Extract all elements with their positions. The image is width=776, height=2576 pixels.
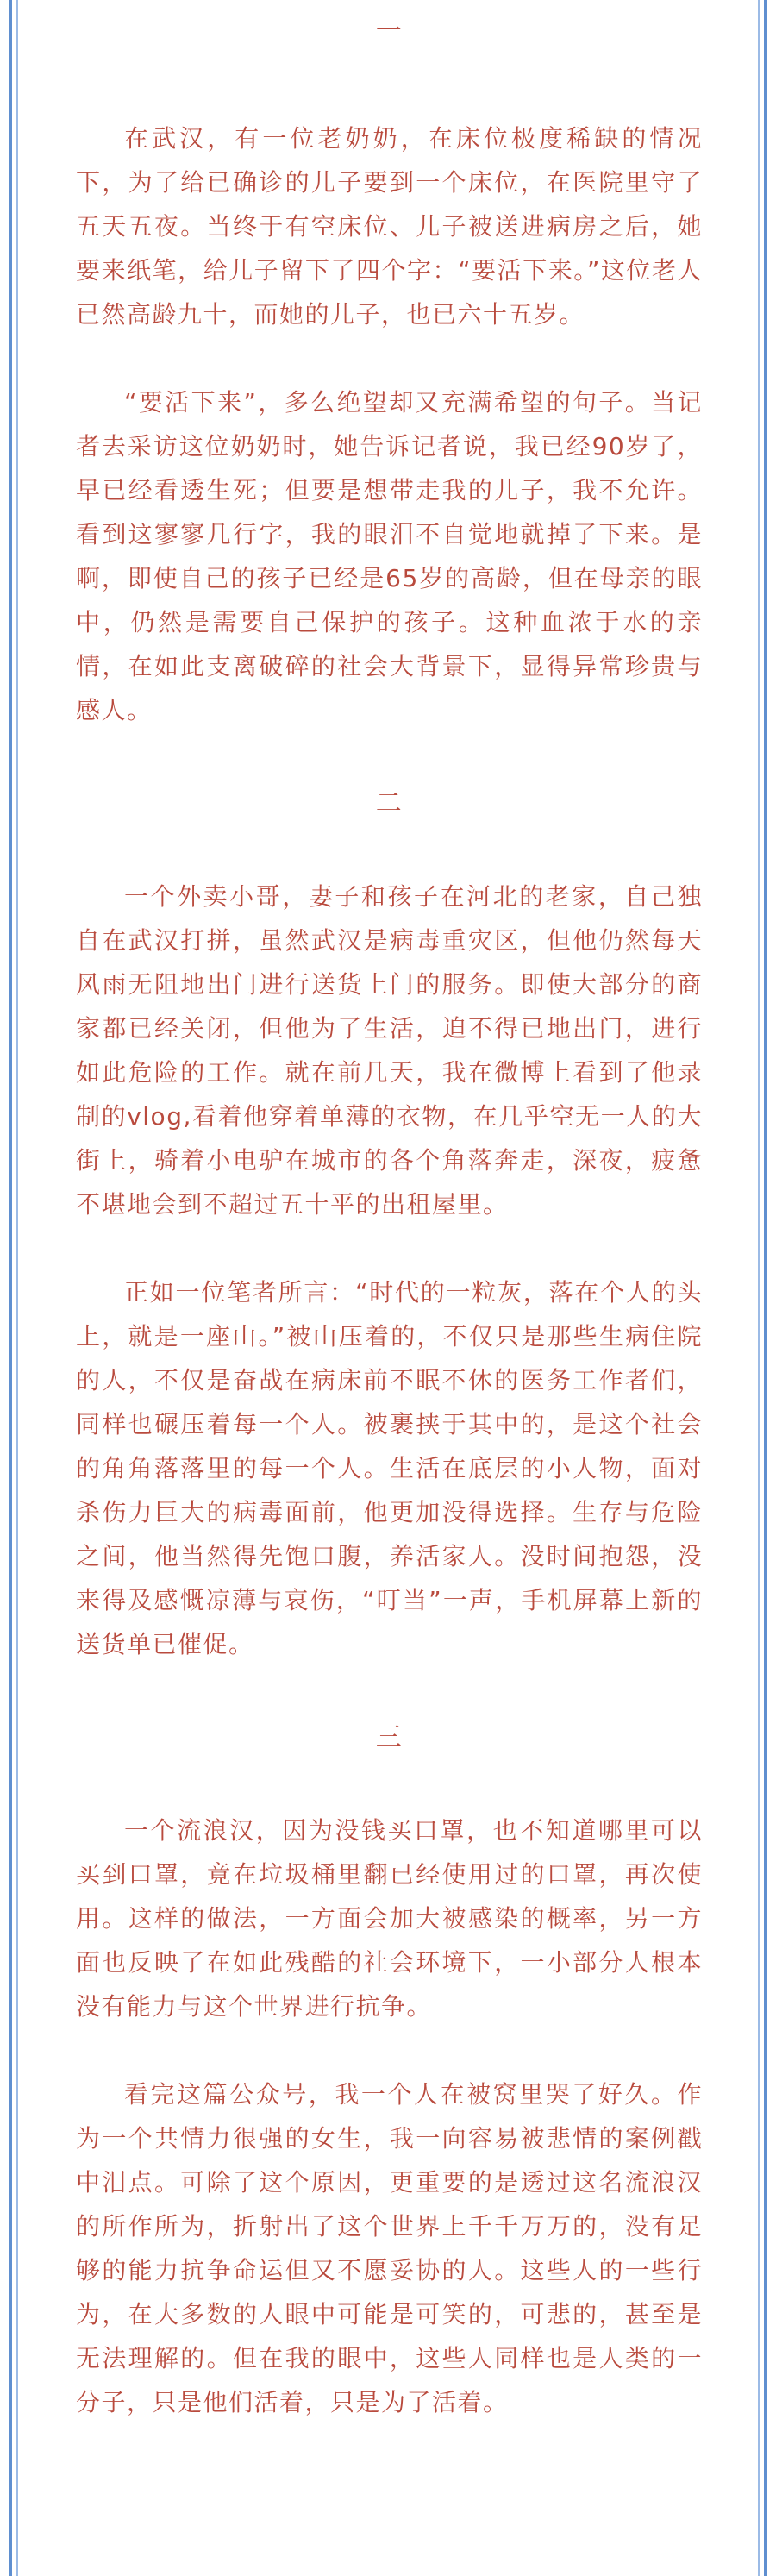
left-border-decoration xyxy=(9,0,12,2576)
section-number: 二 xyxy=(375,788,404,818)
paragraph: 一个外卖小哥，妻子和孩子在河北的老家，自己独自在武汉打拼，虽然武汉是病毒重灾区，但他仍然每天风雨无阻地出门进行送货上门的服务。即使大部分的商家都已经关闭，但他为了生活，迫不得已地出门，进行如此危险的工作。就在前几天，我在微博上看到了他录制的vlog,看着他穿着单薄的衣物，在几乎空无一人的大街上，骑着小电驴在城市的各个角落奔走，深夜，疲惫不堪地会到不超过五十平的出租屋里。 xyxy=(76,882,703,1219)
paragraph: “要活下来”，多么绝望却又充满希望的句子。当记者去采访这位奶奶时，她告诉记者说，我已经90岁了，早已经看透生死；但要是想带走我的儿子，我不允许。看到这寥寥几行字，我的眼泪不自觉地就掉了下来。是啊，即使自己的孩子已经是65岁的高龄，但在母亲的眼中，仍然是需要自己保护的孩子。这种血浓于水的亲情，在如此支离破碎的社会大背景下，显得异常珍贵与感人。 xyxy=(76,388,703,724)
article-body xyxy=(76,0,703,2424)
paragraph: 正如一位笔者所言：“时代的一粒灰，落在个人的头上，就是一座山。”被山压着的，不仅只是那些生病住院的人，不仅是奋战在病床前不眠不休的医务工作者们，同样也碾压着每一个人。被裹挟于其中的，是这个社会的角角落落里的每一个人。生活在底层的小人物，面对杀伤力巨大的病毒面前，他更加没得选择。生存与危险之间，他当然得先饱口腹，养活家人。没时间抱怨，没来得及感慨凉薄与哀伤，“叮当”一声，手机屏幕上新的送货单已催促。 xyxy=(76,1278,703,1658)
section-number: 一 xyxy=(375,16,404,47)
paragraph: 看完这篇公众号，我一个人在被窝里哭了好久。作为一个共情力很强的女生，我一向容易被悲情的案例戳中泪点。可除了这个原因，更重要的是透过这名流浪汉的所作所为，折射出了这个世界上千千万万的，没有足够的能力抗争命运但又不愿妥协的人。这些人的一些行为，在大多数的人眼中可能是可笑的，可悲的，甚至是无法理解的。但在我的眼中，这些人同样也是人类的一分子，只是他们活着，只是为了活着。 xyxy=(76,2080,703,2416)
section-number: 三 xyxy=(375,1722,404,1752)
paragraph: 一个流浪汉，因为没钱买口罩，也不知道哪里可以买到口罩，竟在垃圾桶里翻已经使用过的口罩，再次使用。这样的做法，一方面会加大被感染的概率，另一方面也反映了在如此残酷的社会环境下，一小部分人根本没有能力与这个世界进行抗争。 xyxy=(76,1816,703,2021)
right-border-decoration xyxy=(764,0,767,2576)
paragraph: 在武汉，有一位老奶奶，在床位极度稀缺的情况下，为了给已确诊的儿子要到一个床位，在医院里守了五天五夜。当终于有空床位、儿子被送进病房之后，她要来纸笔，给儿子留下了四个字：“要活下来。”这位老人已然高龄九十，而她的儿子，也已六十五岁。 xyxy=(76,124,703,329)
